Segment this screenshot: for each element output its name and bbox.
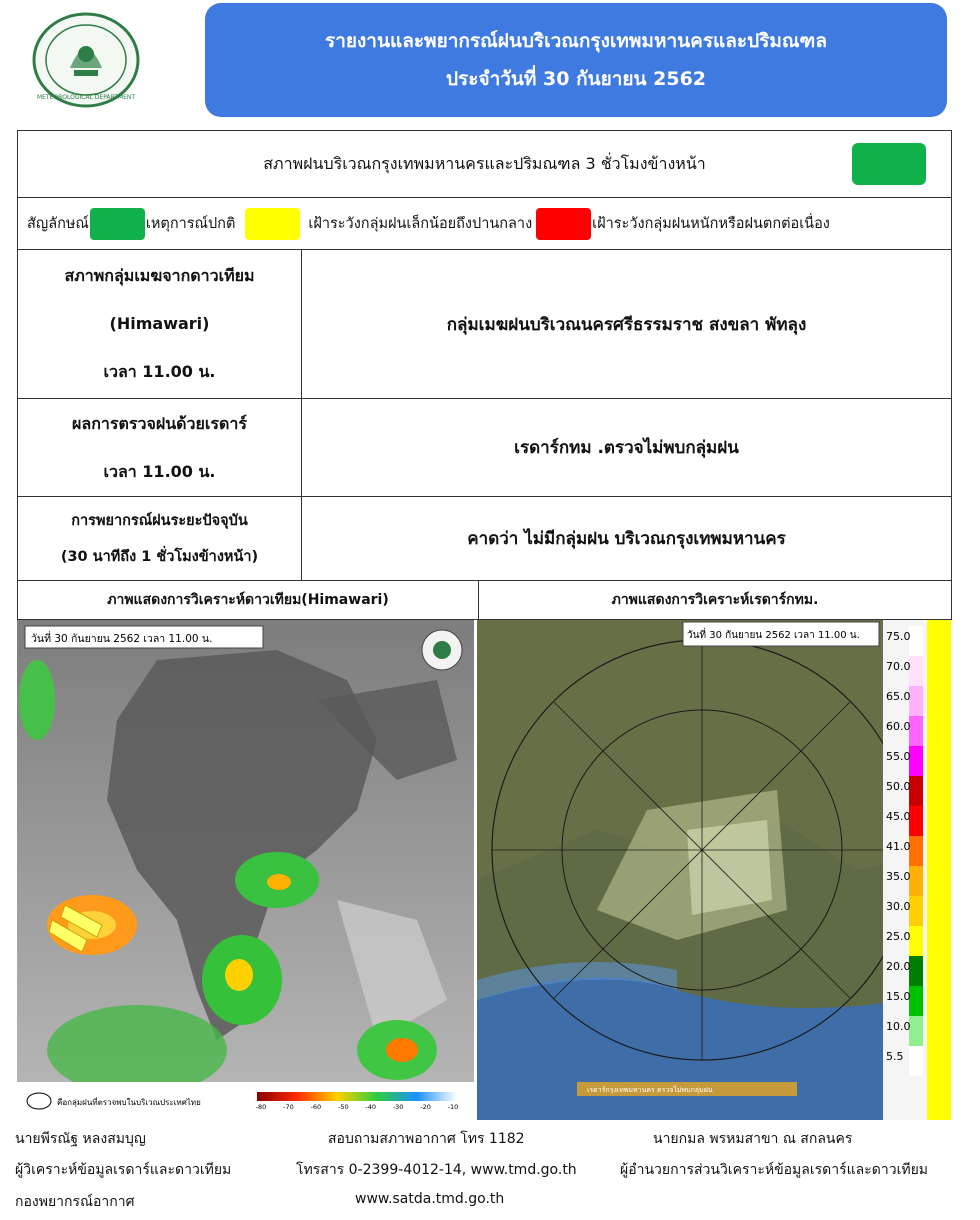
legend-yellow-text: เฝ้าระวังกลุ่มฝนเล็กน้อยถึงปานกลาง bbox=[308, 216, 533, 232]
nowcast-label-cell bbox=[18, 497, 302, 581]
satellite-source: (Himawari) bbox=[109, 314, 210, 333]
radar-bottom-note: เรดาร์กรุงเทพมหานคร ตรวจไม่พบกลุ่มฝน bbox=[587, 1086, 713, 1094]
radar-scale-swatch bbox=[909, 986, 923, 1016]
analysis-images bbox=[17, 620, 951, 1120]
report-title-banner bbox=[205, 3, 947, 117]
radar-scale-swatch bbox=[909, 1046, 923, 1076]
status-title: สภาพฝนบริเวณกรุงเทพมหานครและปริมณฑล 3 ชั่วโมงข้างหน้า bbox=[263, 153, 706, 173]
radar-caption: ภาพแสดงการวิเคราะห์เรดาร์กทม. bbox=[479, 581, 952, 620]
radar-scale-label: 70.0 bbox=[886, 660, 911, 673]
radar-scale-swatch bbox=[909, 926, 923, 956]
radar-scale-label: 15.0 bbox=[886, 990, 911, 1003]
satellite-label-cell bbox=[18, 250, 302, 399]
report-table bbox=[17, 130, 952, 620]
svg-text:METEOROLOGICAL DEPARTMENT: METEOROLOGICAL DEPARTMENT bbox=[36, 94, 136, 101]
footer bbox=[0, 1122, 980, 1220]
radar-scale-label: 75.0 bbox=[886, 630, 911, 643]
radar-scale-label: 65.0 bbox=[886, 690, 911, 703]
radar-scale-label: 20.0 bbox=[886, 960, 911, 973]
radar-label-cell bbox=[18, 399, 302, 497]
report-date: ประจำวันที่ 30 กันยายน 2562 bbox=[445, 68, 707, 90]
analyst-role: ผู้วิเคราะห์ข้อมูลเรดาร์และดาวเทียม bbox=[15, 1162, 232, 1178]
radar-scale-swatch bbox=[909, 746, 923, 776]
radar-scale-swatch bbox=[909, 626, 923, 656]
sat-timestamp: วันที่ 30 กันยายน 2562 เวลา 11.00 น. bbox=[31, 633, 213, 645]
sat-legend-note: คือกลุ่มฝนที่ตรวจพบในบริเวณประเทศไทย bbox=[57, 1098, 201, 1107]
radar-time: เวลา 11.00 น. bbox=[103, 461, 216, 481]
radar-scale-swatch bbox=[909, 956, 923, 986]
radar-scale-swatch bbox=[909, 836, 923, 866]
radar-scale-label: 50.0 bbox=[886, 780, 911, 793]
satellite-value: กลุ่มเมฆฝนบริเวณนครศรีธรรมราช สงขลา พัทลุง bbox=[302, 250, 952, 399]
director-name: นายกมล พรหมสาขา ณ สกลนคร bbox=[653, 1131, 853, 1147]
radar-scale-swatch bbox=[909, 896, 923, 926]
radar-scale-swatch bbox=[909, 866, 923, 896]
radar-scale-swatch bbox=[909, 1016, 923, 1046]
nowcast-label: การพยากรณ์ฝนระยะปัจจุบัน bbox=[71, 512, 248, 529]
radar-scale-swatch bbox=[909, 776, 923, 806]
radar-scale-label: 5.5 bbox=[886, 1050, 904, 1063]
contact-website: www.satda.tmd.go.th bbox=[355, 1191, 505, 1207]
legend-yellow-swatch bbox=[245, 208, 300, 240]
analyst-dept: กองพยากรณ์อากาศ bbox=[15, 1194, 135, 1210]
radar-scale-label: 10.0 bbox=[886, 1020, 911, 1033]
radar-scale-swatch bbox=[909, 806, 923, 836]
analyst-name: นายพีรณัฐ หลงสมบุญ bbox=[15, 1131, 146, 1147]
contact-fax: โทรสาร 0-2399-4012-14, www.tmd.go.th bbox=[296, 1162, 577, 1178]
radar-label: ผลการตรวจฝนด้วยเรดาร์ bbox=[72, 413, 247, 433]
radar-scale-swatch bbox=[909, 716, 923, 746]
status-indicator-green bbox=[852, 143, 926, 185]
legend-green-swatch bbox=[90, 208, 145, 240]
radar-scale-label: 41.0 bbox=[886, 840, 911, 853]
tmd-logo bbox=[28, 10, 144, 110]
sat-scale-label: -10 bbox=[447, 1103, 459, 1111]
tmd-seal-icon bbox=[30, 10, 142, 110]
radar-scale-label: 45.0 bbox=[886, 810, 911, 823]
contact-phone: สอบถามสภาพอากาศ โทร 1182 bbox=[328, 1131, 525, 1147]
nowcast-value: คาดว่า ไม่มีกลุ่มฝน บริเวณกรุงเทพมหานคร bbox=[302, 497, 952, 581]
sat-scale-label: -20 bbox=[420, 1103, 431, 1111]
sat-scale-label: -80 bbox=[255, 1103, 267, 1111]
director-role: ผู้อำนวยการส่วนวิเคราะห์ข้อมูลเรดาร์และดาวเทียม bbox=[620, 1162, 929, 1178]
satellite-label: สภาพกลุ่มเมฆจากดาวเทียม bbox=[64, 266, 255, 285]
radar-timestamp: วันที่ 30 กันยายน 2562 เวลา 11.00 น. bbox=[687, 630, 860, 641]
legend-red-text: เฝ้าระวังกลุ่มฝนหนักหรือฝนตกต่อเนื่อง bbox=[592, 216, 830, 232]
satellite-time: เวลา 11.00 น. bbox=[103, 362, 216, 381]
sat-scale-label: -70 bbox=[283, 1103, 294, 1111]
radar-scale-swatch bbox=[909, 656, 923, 686]
radar-scale-swatch bbox=[909, 686, 923, 716]
report-title: รายงานและพยากรณ์ฝนบริเวณกรุงเทพมหานครและปริมณฑล bbox=[325, 30, 827, 52]
radar-scale-label: 25.0 bbox=[886, 930, 911, 943]
status-cell bbox=[18, 131, 952, 198]
legend-green-text: เหตุการณ์ปกติ bbox=[145, 216, 236, 232]
radar-scale-label: 60.0 bbox=[886, 720, 911, 733]
legend-cell bbox=[18, 198, 952, 250]
radar-image bbox=[477, 620, 951, 1120]
satellite-image bbox=[17, 620, 474, 1120]
sat-scale-label: -50 bbox=[337, 1103, 349, 1111]
radar-value: เรดาร์กทม .ตรวจไม่พบกลุ่มฝน bbox=[302, 399, 952, 497]
nowcast-range: (30 นาทีถึง 1 ชั่วโมงข้างหน้า) bbox=[60, 548, 259, 565]
sat-scale-label: -40 bbox=[365, 1103, 377, 1111]
radar-scale-label: 30.0 bbox=[886, 900, 911, 913]
legend-red-swatch bbox=[536, 208, 591, 240]
sat-scale-label: -30 bbox=[392, 1103, 404, 1111]
satellite-caption: ภาพแสดงการวิเคราะห์ดาวเทียม(Himawari) bbox=[18, 581, 479, 620]
legend-label: สัญลักษณ์ bbox=[27, 216, 89, 232]
sat-scale-label: -60 bbox=[310, 1103, 322, 1111]
radar-scale-label: 55.0 bbox=[886, 750, 911, 763]
radar-scale-label: 35.0 bbox=[886, 870, 911, 883]
